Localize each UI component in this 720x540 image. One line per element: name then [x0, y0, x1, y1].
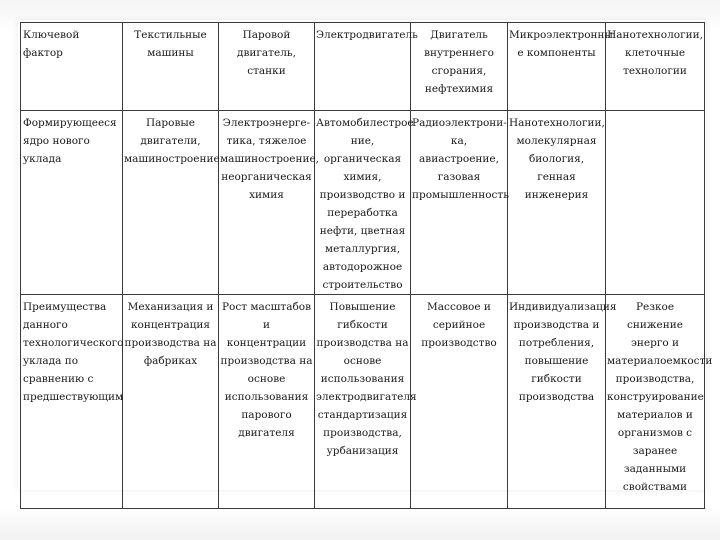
table-cell: Радиоэлектрони- ка, авиастроение, газовая промышленность — [411, 111, 508, 295]
table-header-row — [21, 23, 705, 111]
header-cell: Нанотехнологии, клеточные технологии — [606, 23, 705, 111]
table-cell: Повышение гибкости производства на основе использования электродвигателя стандартизация производства, урбанизация — [315, 295, 411, 509]
table-cell — [606, 111, 705, 295]
table-cell: Индивидуализация производства и потребления, повышение гибкости производства — [508, 295, 606, 509]
table-cell: Механизация и концентрация производства на фабриках — [123, 295, 219, 509]
header-cell: Двигатель внутреннего сгорания, нефтехимия — [411, 23, 508, 111]
header-cell: Электродвигатель — [315, 23, 411, 111]
table-cell: Паровые двигатели, машиностроение — [123, 111, 219, 295]
technological-modes-table — [20, 22, 713, 509]
table-cell: Массовое и серийное производство — [411, 295, 508, 509]
row-label-cell: Преимущества данного технологического уклада по сравнению с предшествующим — [21, 295, 123, 509]
table-cell: Резкое снижение энерго и материалоемкости производства, конструирование материалов и организмов с заранее заданными свойствами — [606, 295, 705, 509]
table-row — [21, 295, 705, 509]
header-cell: Микроэлектронны е компоненты — [508, 23, 606, 111]
table-cell: Электроэнерге- тика, тяжелое машиностроение, неорганическая химия — [219, 111, 315, 295]
header-cell: Ключевой фактор — [21, 23, 123, 111]
table-cell: Нанотехнологии, молекулярная биология, генная инженерия — [508, 111, 606, 295]
header-cell: Паровой двигатель, станки — [219, 23, 315, 111]
table-cell: Автомобилестрое ние, органическая химия, производство и переработка нефти, цветная металлургия, автодорожное строительство — [315, 111, 411, 295]
table-row — [21, 111, 705, 295]
header-cell: Текстильные машины — [123, 23, 219, 111]
table-cell: Рост масштабов и концентрации производства на основе использования парового двигателя — [219, 295, 315, 509]
document-table-container — [20, 22, 713, 509]
row-label-cell: Формирующееся ядро нового уклада — [21, 111, 123, 295]
